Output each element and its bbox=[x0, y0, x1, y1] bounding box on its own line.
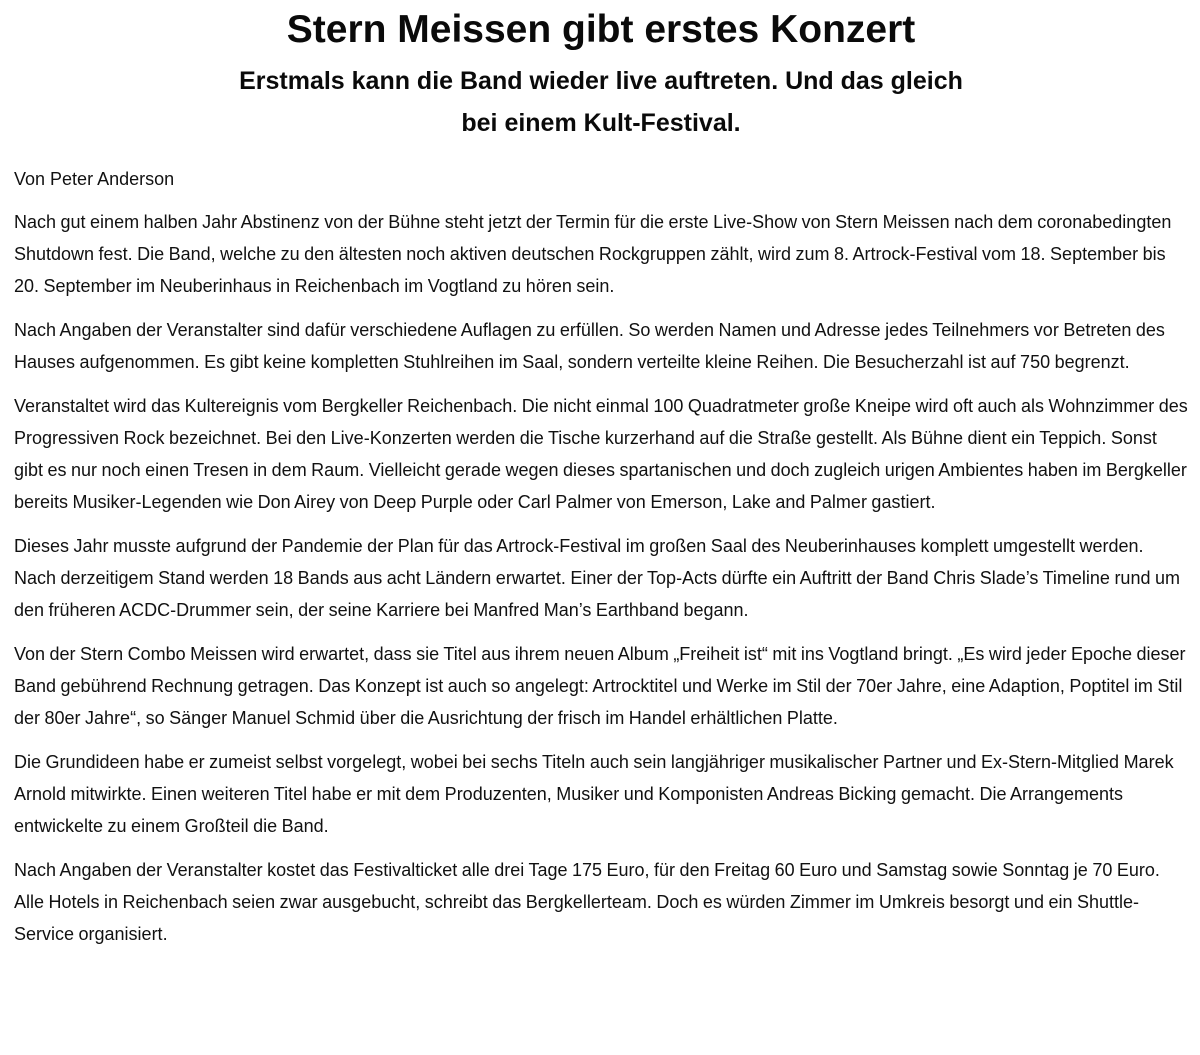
article-title: Stern Meissen gibt erstes Konzert bbox=[286, 8, 916, 51]
article-paragraph: Von der Stern Combo Meissen wird erwartet, dass sie Titel aus ihrem neuen Album „Freiheit ist“ mit ins Vogtland bringt. „Es wird jeder Epoche dieser Band gebührend Rechnung getragen. Das Konzept ist auch so angelegt: Artrocktitel und Werke im Stil der 70er Jahre, eine Adaption, Poptitel im Stil der 80er Jahre“, so Sänger Manuel Schmid über die Ausrichtung der frisch im Handel erhältlichen Platte. bbox=[14, 644, 1186, 728]
article-paragraph: Nach Angaben der Veranstalter kostet das Festivalticket alle drei Tage 175 Euro, für den Freitag 60 Euro und Samstag sowie Sonntag je 70 Euro. Alle Hotels in Reichenbach seien zwar ausgebucht, schreibt das Bergkellerteam. Doch es würden Zimmer im Umkreis besorgt und ein Shuttle-Service organisiert. bbox=[14, 860, 1160, 944]
article-subtitle: Erstmals kann die Band wieder live auftreten. Und das gleich bei einem Kult-Festival. bbox=[239, 67, 963, 137]
article-byline: Von Peter Anderson bbox=[14, 169, 175, 189]
article-paragraph: Veranstaltet wird das Kultereignis vom Bergkeller Reichenbach. Die nicht einmal 100 Quadratmeter große Kneipe wird oft auch als Wohnzimmer des Progressiven Rock bezeichnet. Bei den Live-Konzerten werden die Tische kurzerhand auf die Straße gestellt. Als Bühne dient ein Teppich. Sonst gibt es nur noch einen Tresen in dem Raum. Vielleicht gerade wegen dieses spartanischen und doch zugleich urigen Ambientes haben im Bergkeller bereits Musiker-Legenden wie Don Airey von Deep Purple oder Carl Palmer von Emerson, Lake and Palmer gastiert. bbox=[14, 396, 1188, 512]
article-paragraph: Dieses Jahr musste aufgrund der Pandemie der Plan für das Artrock-Festival im großen Saal des Neuberinhauses komplett umgestellt werden. Nach derzeitigem Stand werden 18 Bands aus acht Ländern erwartet. Einer der Top-Acts dürfte ein Auftritt der Band Chris Slade’s Timeline rund um den früheren ACDC-Drummer sein, der seine Karriere bei Manfred Man’s Earthband begann. bbox=[14, 536, 1180, 620]
article-paragraph: Nach gut einem halben Jahr Abstinenz von der Bühne steht jetzt der Termin für die erste Live-Show von Stern Meissen nach dem coronabedingten Shutdown fest. Die Band, welche zu den ältesten noch aktiven deutschen Rockgruppen zählt, wird zum 8. Artrock-Festival vom 18. September bis 20. September im Neuberinhaus in Reichenbach im Vogtland zu hören sein. bbox=[14, 212, 1172, 296]
article-paragraph: Nach Angaben der Veranstalter sind dafür verschiedene Auflagen zu erfüllen. So werden Namen und Adresse jedes Teilnehmers vor Betreten des Hauses aufgenommen. Es gibt keine kompletten Stuhlreihen im Saal, sondern verteilte kleine Reihen. Die Besucherzahl ist auf 750 begrenzt. bbox=[14, 320, 1165, 372]
article-paragraph: Die Grundideen habe er zumeist selbst vorgelegt, wobei bei sechs Titeln auch sein langjähriger musikalischer Partner und Ex-Stern-Mitglied Marek Arnold mitwirkte. Einen weiteren Titel habe er mit dem Produzenten, Musiker und Komponisten Andreas Bicking gemacht. Die Arrangements entwickelte zu einem Großteil die Band. bbox=[14, 752, 1174, 836]
